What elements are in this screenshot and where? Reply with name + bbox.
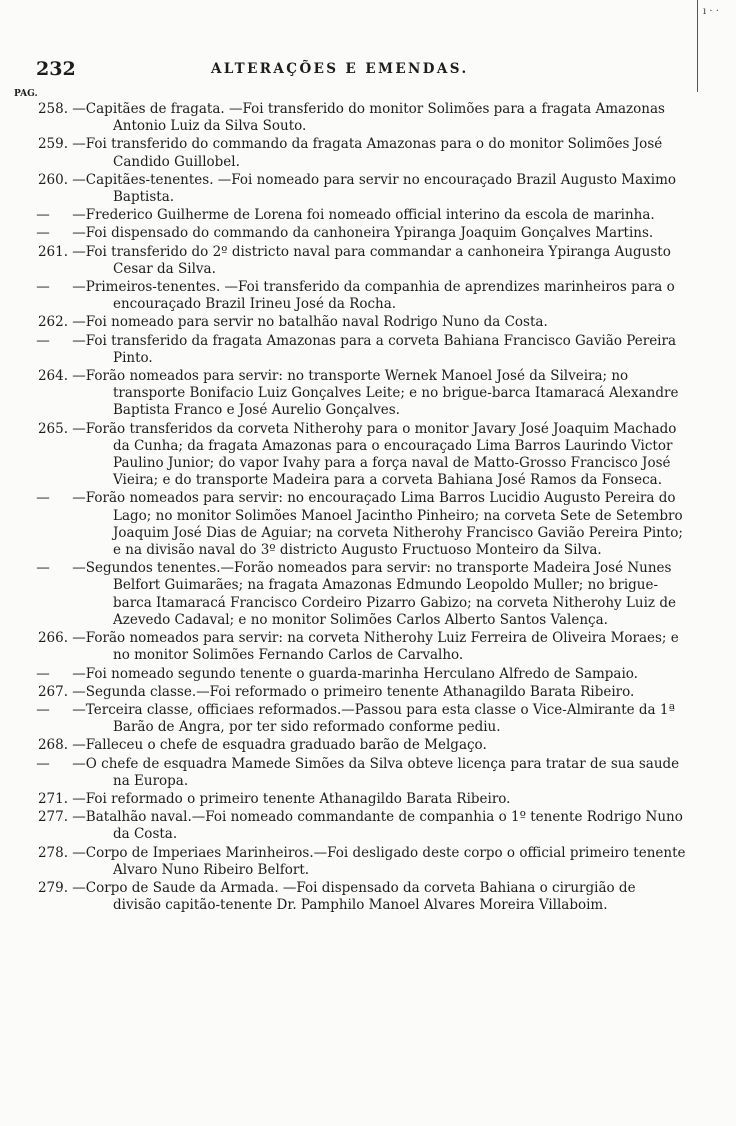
- margin-specks: ı · ·: [703, 6, 719, 17]
- entry-text: —Foi transferido da fragata Amazonas para a corveta Bahiana Francisco Gavião Pereira Pinto.: [72, 332, 676, 366]
- entry-ditto-dash: —: [36, 225, 50, 242]
- entries-list: [18, 101, 686, 915]
- entry-text: —Foi nomeado para servir no batalhão naval Rodrigo Nuno da Costa.: [72, 314, 548, 331]
- entry-page-ref: 265.: [37, 420, 68, 437]
- entry: [18, 101, 686, 135]
- entry: [18, 421, 686, 490]
- entry: [18, 630, 686, 664]
- margin-line: [697, 0, 699, 92]
- entry-text: —Capitães de fragata. —Foi transferido do monitor Solimões para a fragata Amazonas Antonio Luiz da Silva Souto.: [72, 101, 665, 135]
- entry-text: —Forão nomeados para servir: no encouraçado Lima Barros Lucidio Augusto Pereira do Lago; no monitor Solimões Manoel Jacintho Pinheiro; na corveta Sete de Setembro Joaquim José Dias de Aguiar; na corveta Nitherohy Francisco Gavião Pereira Pinto; e na divisão naval do 3º districto Augusto Fructuoso Monteiro da Silva.: [72, 490, 683, 559]
- entry-text: —Capitães-tenentes. —Foi nomeado para servir no encouraçado Brazil Augusto Maximo Baptista.: [72, 171, 677, 206]
- entry-text: —O chefe de esquadra Mamede Simões da Silva obteve licença para tratar de sua saude na Europa.: [72, 755, 680, 789]
- entry: [18, 756, 686, 790]
- entry-page-ref: 266.: [37, 630, 68, 647]
- entry-page-ref: 258.: [37, 101, 68, 117]
- entry-ditto-dash: —: [36, 279, 50, 296]
- entry: [18, 880, 686, 914]
- entry: [18, 809, 686, 843]
- entry: [18, 225, 686, 242]
- entry-text: —Corpo de Imperiaes Marinheiros.—Foi desligado deste corpo o official primeiro tenente Alvaro Nuno Ribeiro Belfort.: [72, 844, 686, 878]
- entry: [18, 136, 686, 170]
- entry-ditto-dash: —: [36, 665, 50, 682]
- column-label: PAG.: [14, 89, 38, 99]
- entry-ditto-dash: —: [36, 332, 50, 349]
- entry-ditto-dash: —: [36, 560, 50, 577]
- entry-page-ref: 259.: [37, 136, 68, 153]
- entry: [18, 207, 686, 224]
- entry-ditto-dash: —: [36, 207, 50, 224]
- entry-text: —Foi reformado o primeiro tenente Athanagildo Barata Ribeiro.: [72, 790, 511, 807]
- entry: [18, 314, 686, 331]
- entry-text: —Foi dispensado do commando da canhoneira Ypiranga Joaquim Gonçalves Martins.: [72, 225, 654, 242]
- entry-ditto-dash: —: [36, 701, 50, 718]
- page-header: [36, 58, 696, 80]
- entry-text: —Falleceu o chefe de esquadra graduado barão de Melgaço.: [72, 737, 487, 754]
- entry-text: —Foi transferido do commando da fragata Amazonas para o do monitor Solimões José Candido Guillobel.: [72, 136, 663, 170]
- entry-text: —Segundos tenentes.—Forão nomeados para servir: no transporte Madeira José Nunes Belfort Guimarães; na fragata Amazonas Edmundo Leopoldo Muller; no brigue-barca Itamaracá Francisco Cordeiro Pizarro Gabizo; na corveta Nitherohy Luiz de Azevedo Cadaval; e no monitor Solimões Carlos Alberto Santos Valença.: [72, 560, 676, 628]
- entry-text: —Corpo de Saude da Armada. —Foi dispensado da corveta Bahiana o cirurgião de divisão capitão-tenente Dr. Pamphilo Manoel Alvares Moreira Villaboim.: [72, 879, 636, 914]
- entry-page-ref: 279.: [37, 879, 68, 896]
- entry-text: —Foi transferido do 2º districto naval para commandar a canhoneira Ypiranga Augusto Cesar da Silva.: [72, 243, 671, 277]
- entry: [18, 666, 686, 683]
- entry-page-ref: 278.: [37, 844, 68, 861]
- entry: [18, 737, 686, 754]
- entry-ditto-dash: —: [36, 755, 50, 772]
- entry: [18, 333, 686, 367]
- entry-text: —Forão nomeados para servir: na corveta Nitherohy Luiz Ferreira de Oliveira Moraes; e no monitor Solimões Fernando Carlos de Carvalho.: [72, 630, 679, 664]
- entry-page-ref: 260.: [37, 171, 68, 188]
- entry-text: —Batalhão naval.—Foi nomeado commandante de companhia o 1º tenente Rodrigo Nuno da Costa.: [72, 809, 683, 843]
- entry-page-ref: 262.: [37, 314, 68, 331]
- entry: [18, 791, 686, 808]
- entry-ditto-dash: —: [36, 490, 50, 507]
- entry: [18, 684, 686, 701]
- entry: [18, 702, 686, 736]
- entry-text: —Forão nomeados para servir: no transporte Wernek Manoel José da Silveira; no transporte Bonifacio Luiz Gonçalves Leite; e no brigue-barca Itamaracá Alexandre Baptista Franco e José Aurelio Gonçalves.: [72, 368, 679, 419]
- page-number: 232: [36, 58, 76, 80]
- entry-page-ref: 271.: [37, 790, 68, 807]
- entry-page-ref: 267.: [37, 683, 68, 700]
- entry: [18, 845, 686, 879]
- entry-page-ref: 268.: [37, 737, 68, 754]
- entry-text: —Forão transferidos da corveta Nitherohy para o monitor Javary José Joaquim Machado da Cunha; da fragata Amazonas para o encouraçado Lima Barros Laurindo Victor Paulino Junior; do vapor Ivahy para a força naval de Matto-Grosso Francisco José Vieira; e do transporte Madeira para a corveta Bahiana José Ramos da Fonseca.: [72, 420, 677, 489]
- entry: [18, 560, 686, 629]
- entry: [18, 368, 686, 420]
- entry-text: —Terceira classe, officiaes reformados.—Passou para esta classe o Vice-Almirante da 1ª Barão de Angra, por ter sido reformado conforme pediu.: [72, 701, 675, 736]
- entry-text: —Primeiros-tenentes. —Foi transferido da companhia de aprendizes marinheiros para o encouraçado Brazil Irineu José da Rocha.: [72, 279, 675, 313]
- entry: [18, 172, 686, 206]
- entry: [18, 490, 686, 559]
- entry-page-ref: 277.: [37, 809, 68, 826]
- entry-text: —Segunda classe.—Foi reformado o primeiro tenente Athanagildo Barata Ribeiro.: [72, 683, 635, 700]
- running-title: ALTERAÇÕES E EMENDAS.: [211, 61, 469, 77]
- entry-page-ref: 264.: [37, 368, 68, 385]
- entry-text: —Foi nomeado segundo tenente o guarda-marinha Herculano Alfredo de Sampaio.: [72, 665, 638, 682]
- entry: [18, 244, 686, 278]
- entry-page-ref: 261.: [37, 243, 68, 260]
- entry: [18, 279, 686, 313]
- entry-text: —Frederico Guilherme de Lorena foi nomeado official interino da escola de marinha.: [72, 207, 655, 224]
